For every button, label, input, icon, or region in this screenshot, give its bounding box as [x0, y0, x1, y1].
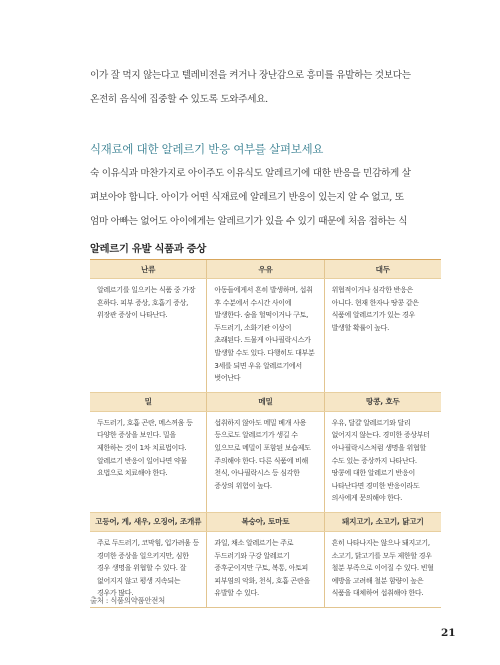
- section-paragraph: [90, 162, 460, 234]
- column-header: 돼지고기, 소고기, 닭고기: [324, 512, 441, 531]
- intro-line: 이가 잘 먹지 않는다고 텔레비전을 켜거나 장난감으로 흥미를 유발하는 것보다는: [90, 70, 411, 81]
- table-row: [90, 279, 441, 393]
- table-title: 알레르기 유발 식품과 증상: [90, 243, 206, 255]
- table-cell: 우유, 달걀 알레르기와 달리 없어지지 않는다. 경미한 증상부터 아나필락시스처럼 생명을 위협할 수도 있는 증상까지 나타난다. 땅콩에 대한 알레르기 반응이 나타난다면 경미한 반응이라도 의사에게 문의해야 한다.: [324, 411, 441, 512]
- column-header: 메밀: [207, 392, 324, 411]
- source-note: 출처 : 식품의약품안전처: [90, 596, 165, 605]
- table-cell: 두드러기, 호흡 곤란, 메스꺼움 등 다양한 증상을 보인다. 밀을 제한하는 것이 1차 치료법이다. 알레르기 반응이 일어나면 약물 요법으로 치료해야 한다.: [90, 411, 207, 512]
- table-row: [90, 411, 441, 512]
- table-header-row: [90, 260, 441, 279]
- column-header: 난류: [90, 260, 207, 279]
- table-cell: 주로 두드러기, 코막힘, 입가려움 등 경미한 증상을 일으키지만, 심한 경우 생명을 위협할 수 있다. 잘 없어지지 않고 평생 지속되는 경우가 많다.: [97, 538, 200, 598]
- table-header-row: [90, 512, 441, 531]
- section-line: 숙 이유식과 마찬가지로 아이주도 이유식도 알레르기에 대한 반응을 민감하게 살: [90, 168, 411, 179]
- column-header: 땅콩, 호두: [324, 392, 441, 411]
- intro-line: 온전히 음식에 집중할 수 있도록 도와주세요.: [90, 94, 268, 105]
- section-line: 엄마 아빠는 없어도 아이에게는 알레르기가 있을 수 있기 때문에 처음 접하는 식: [90, 216, 408, 227]
- section-heading: 식재료에 대한 알레르기 반응 여부를 살펴보세요: [90, 142, 324, 156]
- table-cell: 위협적이거나 심각한 반응은 아니다. 현재 한자나 땅콩 같은 식품에 알레르기가 있는 경우 발생할 확률이 높다.: [324, 279, 441, 393]
- column-header: 복숭아, 토마토: [207, 512, 324, 531]
- table-cell: 흔히 나타나지는 않으나 돼지고기, 소고기, 닭고기를 모두 제한할 경우 철분 부족으로 이어질 수 있다. 빈혈 예방을 고려해 철분 함량이 높은 식품을 대체하여 섭취해야 한다.: [324, 531, 441, 606]
- column-header: 대두: [324, 260, 441, 279]
- column-header: 밀: [90, 392, 207, 411]
- allergy-table: [90, 259, 441, 608]
- table-cell: 아동들에게서 흔히 발생하며, 섭취 후 수분에서 수시간 사이에 발생한다. 숨을 헐떡이거나 구토, 두드러기, 소화기관 이상이 초래된다. 드물게 아나필락시스가 발생할 수도 있다. 다행히도 대부분 3세를 되면 우유 알레르기에서 벗어난다: [207, 279, 324, 393]
- page-number: 21: [441, 627, 456, 639]
- table-cell: 알레르기를 일으키는 식품 중 가장 흔하다. 피부 증상, 호흡기 증상, 위장관 증상이 나타난다.: [90, 279, 207, 393]
- column-header: 고등어, 게, 새우, 오징어, 조개류: [90, 512, 207, 531]
- section-line: 펴보아야 합니다. 아이가 어떤 식재료에 알레르기 반응이 있는지 알 수 없고, 또: [90, 192, 404, 203]
- table-cell: 섭취하지 않아도 메밀 베개 사용 등으로도 알레르기가 생길 수 있으므로 메밀이 포함된 보습제도 주의해야 한다. 다른 식품에 비해 천식, 아나필락시스 등 심각한 증상의 위험이 높다.: [207, 411, 324, 512]
- table-header-row: [90, 392, 441, 411]
- table-cell: 과일, 채소 알레르기는 주로 두드러기와 구강 알레르기 증후군이지만 구토, 복통, 아토피 피부염의 악화, 천식, 호흡 곤란을 유발할 수 있다.: [207, 531, 324, 606]
- intro-paragraph: [90, 64, 460, 112]
- column-header: 우유: [207, 260, 324, 279]
